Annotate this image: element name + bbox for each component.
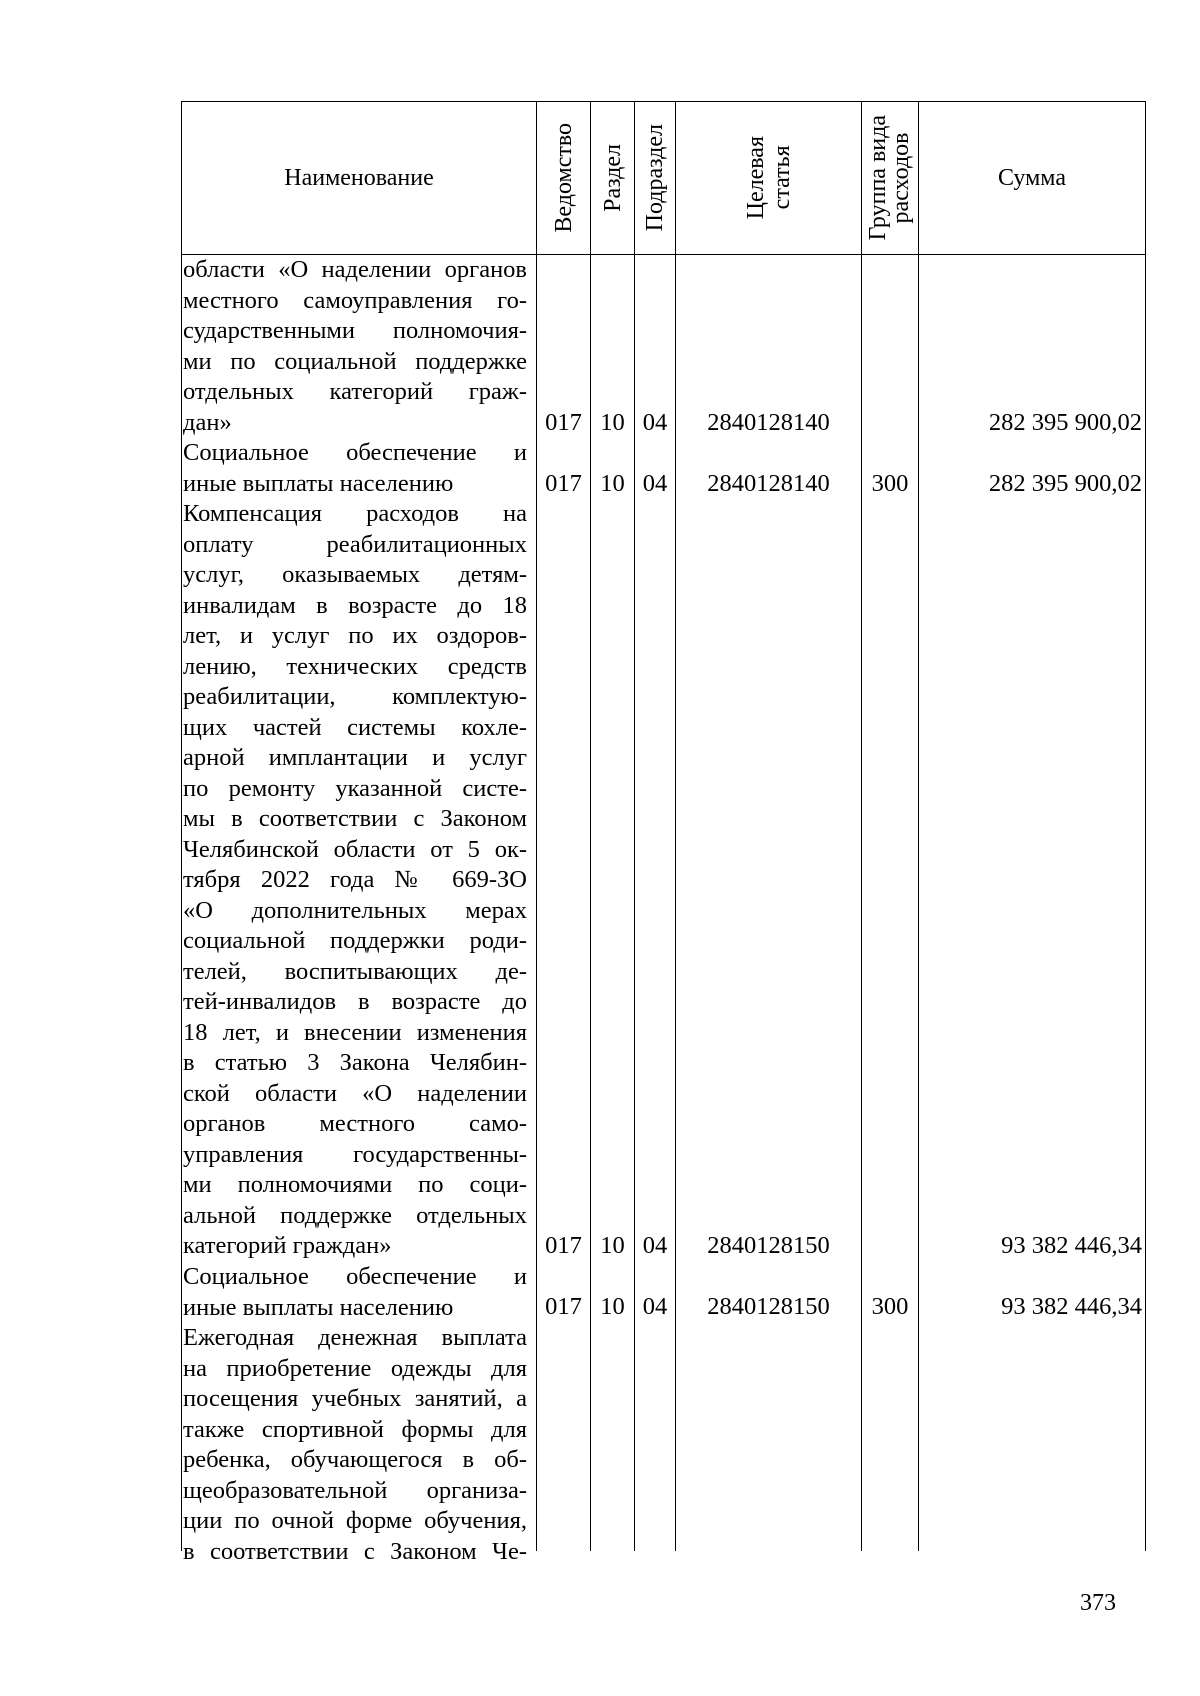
header-sum-label: Сумма bbox=[998, 164, 1066, 191]
header-name bbox=[182, 102, 536, 254]
column-divider bbox=[536, 101, 537, 1551]
header-expense-group-line: расходов bbox=[888, 132, 914, 224]
header-target-article-line: статья bbox=[768, 146, 795, 210]
cell-subsection: 04 bbox=[642, 470, 668, 497]
text-line: телей, воспитывающих де- bbox=[183, 957, 527, 985]
text-line: альной поддержке отдельных bbox=[183, 1201, 527, 1229]
text-line: управления государственны- bbox=[183, 1140, 527, 1168]
cell-section: 10 bbox=[600, 1293, 625, 1320]
text-line: ции по очной форме обучения, bbox=[183, 1507, 527, 1534]
text-line: услуг, оказываемых детям- bbox=[183, 561, 527, 588]
header-expense-group-line: Группа вида bbox=[865, 115, 891, 241]
column-divider bbox=[918, 101, 919, 1551]
text-line: сударственными полномочия- bbox=[183, 317, 527, 344]
text-line: на приобретение одежды для bbox=[183, 1354, 527, 1382]
header-subsection-label: Подраздел bbox=[642, 124, 668, 232]
cell-subsection: 04 bbox=[642, 409, 668, 436]
row-name-text bbox=[183, 1323, 527, 1567]
header-target-article-label bbox=[743, 136, 795, 219]
text-line: лет, и услуг по их оздоров- bbox=[183, 622, 527, 649]
text-line: Компенсация расходов на bbox=[183, 500, 527, 527]
text-line: органов местного само- bbox=[183, 1110, 527, 1137]
text-line: инвалидам в возрасте до 18 bbox=[183, 591, 527, 619]
text-line: ской области «О наделении bbox=[183, 1079, 527, 1107]
text-line: «О дополнительных мерах bbox=[183, 896, 527, 924]
text-line: иные выплаты населению bbox=[183, 469, 454, 497]
text-line: тября 2022 года № 669-ЗО bbox=[183, 866, 527, 893]
cell-department: 017 bbox=[545, 1293, 582, 1320]
page-number: 373 bbox=[1080, 1590, 1116, 1616]
text-line: социальной поддержки роди- bbox=[183, 927, 527, 954]
text-line: местного самоуправления го- bbox=[183, 286, 527, 314]
text-line: щих частей системы кохле- bbox=[183, 713, 527, 741]
text-line: также спортивной формы для bbox=[183, 1415, 527, 1443]
header-subsection bbox=[635, 102, 675, 254]
cell-section: 10 bbox=[600, 409, 625, 436]
cell-target-article: 2840128150 bbox=[707, 1232, 830, 1259]
column-divider bbox=[181, 101, 182, 1551]
column-divider bbox=[1145, 101, 1146, 1551]
cell-target-article: 2840128150 bbox=[707, 1293, 830, 1320]
cell-section: 10 bbox=[600, 470, 625, 497]
cell-target-article: 2840128140 bbox=[707, 470, 830, 497]
text-line: иные выплаты населению bbox=[183, 1293, 454, 1321]
header-department-label: Ведомство bbox=[550, 123, 577, 233]
cell-expense-group: 300 bbox=[871, 470, 909, 497]
text-line: лению, технических средств bbox=[183, 652, 527, 680]
cell-department: 017 bbox=[545, 470, 582, 497]
cell-expense-group: 300 bbox=[871, 1293, 909, 1320]
row-name-text bbox=[183, 1262, 527, 1323]
text-line: 18 лет, и внесении изменения bbox=[183, 1018, 527, 1046]
text-line: в статью 3 Закона Челябин- bbox=[183, 1049, 527, 1076]
text-line: Челябинской области от 5 ок- bbox=[183, 835, 527, 863]
text-line: области «О наделении органов bbox=[183, 256, 527, 283]
text-line: категорий граждан» bbox=[183, 1232, 392, 1259]
text-line: ми полномочиями по соци- bbox=[183, 1171, 527, 1198]
text-line: реабилитации, комплектую- bbox=[183, 683, 527, 710]
text-line: по ремонту указанной систе- bbox=[183, 774, 527, 802]
text-line: ребенка, обучающегося в об- bbox=[183, 1446, 527, 1473]
header-department bbox=[537, 102, 590, 254]
column-divider bbox=[861, 101, 862, 1551]
text-line: ми по социальной поддержке bbox=[183, 347, 527, 375]
header-section-label: Раздел bbox=[599, 144, 626, 212]
text-line: щеобразовательной организа- bbox=[183, 1476, 527, 1504]
cell-sum: 93 382 446,34 bbox=[1001, 1232, 1142, 1259]
header-sum bbox=[919, 102, 1145, 254]
header-target-article-line: Целевая bbox=[742, 136, 769, 220]
column-divider bbox=[590, 101, 591, 1551]
text-line: Социальное обеспечение и bbox=[183, 439, 527, 466]
text-line: дан» bbox=[183, 408, 232, 436]
text-line: посещения учебных занятий, а bbox=[183, 1385, 527, 1412]
header-section bbox=[591, 102, 634, 254]
row-name-text bbox=[183, 499, 527, 1262]
cell-sum: 93 382 446,34 bbox=[1001, 1293, 1142, 1320]
row-name-text bbox=[183, 255, 527, 438]
text-line: в соответствии с Законом Че- bbox=[183, 1537, 527, 1565]
cell-subsection: 04 bbox=[642, 1293, 668, 1320]
cell-department: 017 bbox=[545, 409, 582, 436]
column-divider bbox=[675, 101, 676, 1551]
text-line: оплату реабилитационных bbox=[183, 530, 527, 558]
cell-sum: 282 395 900,02 bbox=[988, 409, 1142, 436]
cell-subsection: 04 bbox=[642, 1232, 668, 1259]
text-line: мы в соответствии с Законом bbox=[183, 805, 527, 832]
cell-department: 017 bbox=[545, 1232, 582, 1259]
text-line: Социальное обеспечение и bbox=[183, 1263, 527, 1290]
cell-target-article: 2840128140 bbox=[707, 409, 830, 436]
header-expense-group bbox=[862, 102, 918, 254]
cell-section: 10 bbox=[600, 1232, 625, 1259]
text-line: арной имплантации и услуг bbox=[183, 744, 527, 771]
text-line: отдельных категорий граж- bbox=[183, 378, 527, 405]
text-line: тей-инвалидов в возрасте до bbox=[183, 988, 527, 1015]
text-line: Ежегодная денежная выплата bbox=[183, 1324, 527, 1351]
column-divider bbox=[634, 101, 635, 1551]
row-name-text bbox=[183, 438, 527, 499]
cell-sum: 282 395 900,02 bbox=[988, 470, 1142, 497]
header-target-article bbox=[676, 102, 861, 254]
header-name-label: Наименование bbox=[284, 164, 434, 191]
header-expense-group-label bbox=[867, 115, 913, 240]
